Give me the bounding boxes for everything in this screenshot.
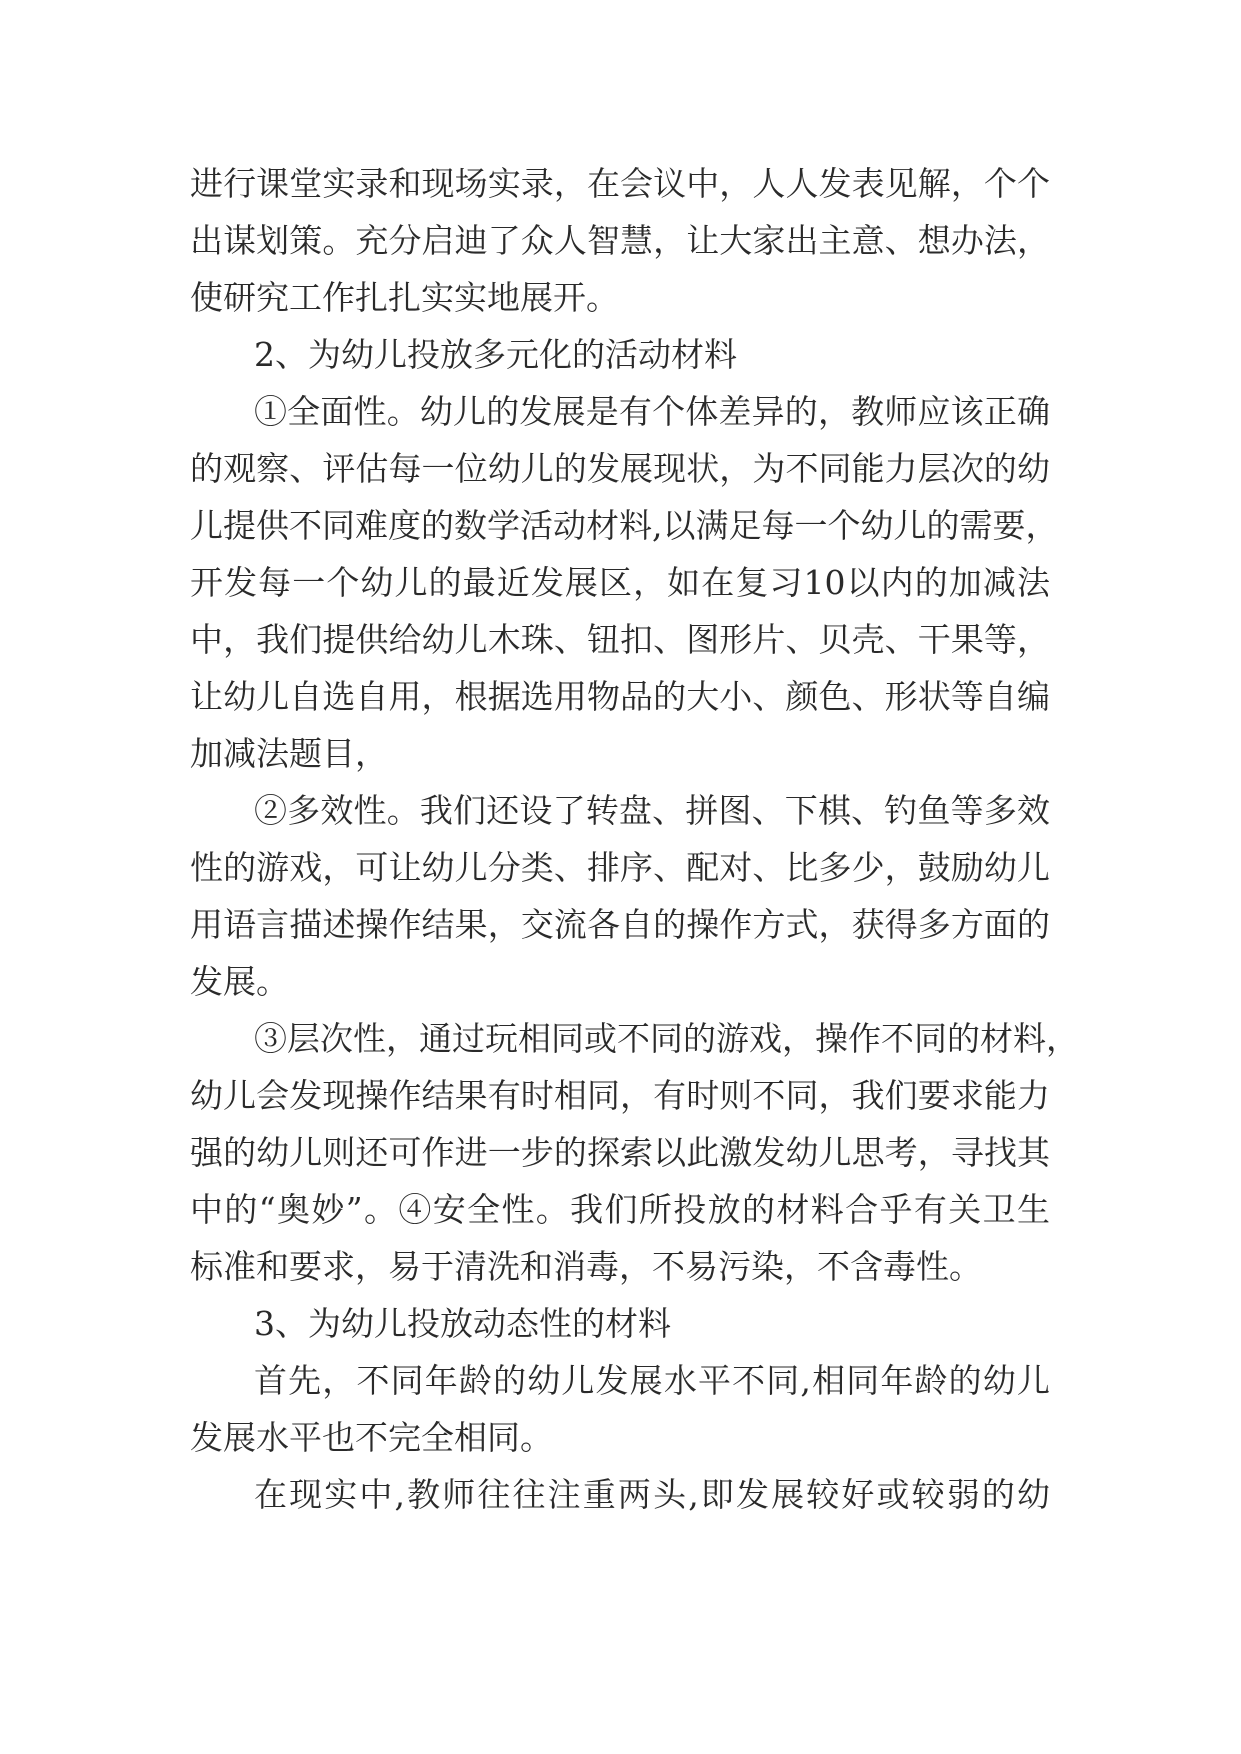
text-line: 用语言描述操作结果，交流各自的操作方式，获得多方面的 (190, 905, 1050, 944)
text-line: 中的“奥妙”。④安全性。我们所投放的材料合乎有关卫生 (190, 1190, 1050, 1229)
text-line: 在现实中,教师往往注重两头,即发展较好或较弱的幼 (254, 1475, 1050, 1514)
section-heading: 3、为幼儿投放动态性的材料 (254, 1304, 671, 1343)
text-line: 强的幼儿则还可作进一步的探索以此激发幼儿思考，寻找其 (190, 1133, 1050, 1172)
text-line: 儿提供不同难度的数学活动材料,以满足每一个幼儿的需要， (190, 506, 1059, 545)
text-line: 标准和要求，易于清洗和消毒，不易污染，不含毒性。 (190, 1247, 982, 1286)
text-line: 出谋划策。充分启迪了众人智慧，让大家出主意、想办法， (190, 221, 1050, 260)
text-line: ①全面性。幼儿的发展是有个体差异的，教师应该正确 (254, 392, 1050, 431)
text-line: 中，我们提供给幼儿木珠、钮扣、图形片、贝壳、干果等， (190, 620, 1050, 659)
text-line: 幼儿会发现操作结果有时相同，有时则不同，我们要求能力 (190, 1076, 1050, 1115)
section-heading: 2、为幼儿投放多元化的活动材料 (254, 335, 737, 374)
text-line: 性的游戏，可让幼儿分类、排序、配对、比多少，鼓励幼儿 (190, 848, 1050, 887)
text-line: 加减法题目， (190, 734, 388, 773)
text-line: 使研究工作扎扎实实地展开。 (190, 278, 619, 317)
text-line: ②多效性。我们还设了转盘、拼图、下棋、钓鱼等多效 (254, 791, 1050, 830)
text-line: 开发每一个幼儿的最近发展区，如在复习10以内的加减法 (190, 563, 1050, 602)
text-line: 首先，不同年龄的幼儿发展水平不同,相同年龄的幼儿 (254, 1361, 1050, 1400)
text-line: 的观察、评估每一位幼儿的发展现状，为不同能力层次的幼 (190, 449, 1050, 488)
text-line: 进行课堂实录和现场实录，在会议中，人人发表见解，个个 (190, 164, 1050, 203)
text-line: 发展。 (190, 962, 289, 1001)
text-line: 发展水平也不完全相同。 (190, 1418, 553, 1457)
document-body (190, 155, 1079, 1523)
text-line: ③层次性，通过玩相同或不同的游戏，操作不同的材料， (254, 1019, 1079, 1058)
text-line: 让幼儿自选自用，根据选用物品的大小、颜色、形状等自编 (190, 677, 1050, 716)
